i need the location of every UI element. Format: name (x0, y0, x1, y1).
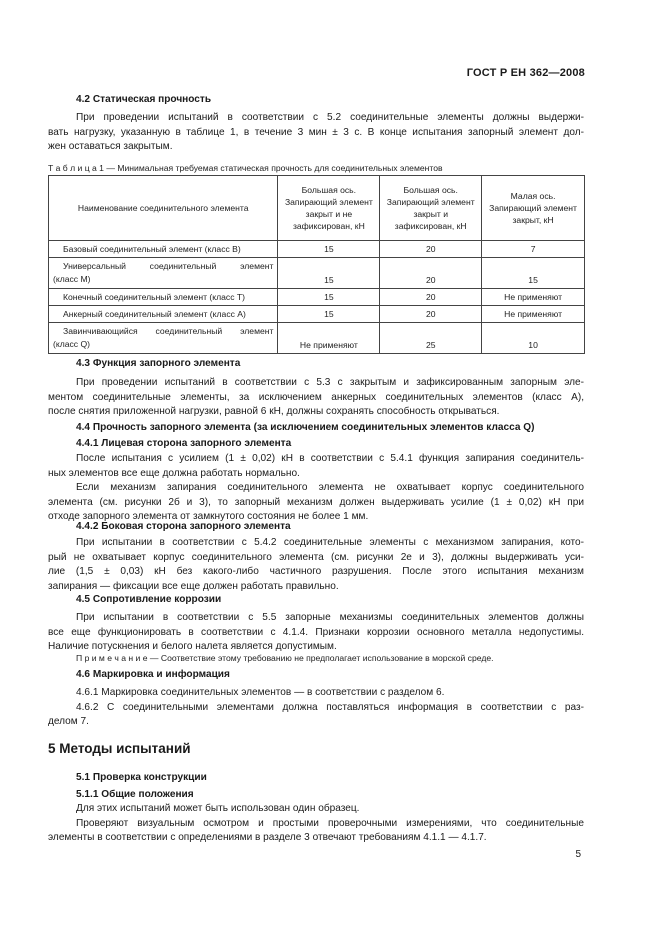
table-row (49, 258, 585, 289)
text-line: Для этих испытаний может быть использован один образец. (76, 803, 360, 814)
section-4-4-title: 4.4 Прочность запорного элемента (за исключением соединительных элементов класса Q) (76, 422, 535, 433)
section-4-4-2-title: 4.4.2 Боковая сторона запорного элемента (76, 521, 291, 532)
table-header-cell: Большая ось. Запирающий элемент закрыт и не зафиксирован, кН (278, 176, 380, 241)
text-line: Наличие потускнения и белого налета является допустимым. (48, 641, 337, 652)
section-4-2-paragraph (48, 111, 584, 155)
table-cell: 20 (380, 241, 482, 258)
table-row (49, 241, 585, 258)
text-line: рый не охватывает корпус соединительного элемента (см. рисунки 2е и 3), должны выдерживать уси- (48, 551, 584, 563)
section-4-2-title: 4.2 Статическая прочность (76, 94, 212, 105)
text-line: ментом соединительные элементы, за исключением анкерных соединительных элементов (класс А), (48, 391, 584, 403)
table-row (49, 323, 585, 354)
text-line: После испытания с усилием (1 ± 0,02) кН в соответствии с 5.4.1 функция запирания соединитель- (76, 453, 584, 464)
table-cell: Не применяют (278, 323, 380, 354)
table-cell: 15 (482, 258, 585, 289)
table-cell: 20 (380, 289, 482, 306)
table-header-row (49, 176, 585, 241)
table-cell: 20 (380, 258, 482, 289)
table-cell: Не применяют (482, 289, 585, 306)
text-line: элемента (см. рисунки 2б и 3), то запорный механизм должен выдерживать усилие (1 ± 0,02) кН при (48, 496, 584, 508)
table-cell: Не применяют (482, 306, 585, 323)
note (76, 652, 596, 664)
text-line: жен оставаться закрытым. (48, 141, 173, 152)
section-5-1-1-paragraph (48, 802, 584, 846)
text-line: все еще функционировать в соответствии с 4.1.4. Признаки коррозии основного металла недопустимы. (48, 626, 584, 638)
table-header-cell: Большая ось. Запирающий элемент закрыт и зафиксирован, кН (380, 176, 482, 241)
table-cell-name (49, 258, 278, 289)
table-cell-name: Конечный соединительный элемент (класс Т) (49, 289, 278, 306)
note-text: — Соответствие этому требованию не предполагает использование в морской среде. (147, 653, 494, 663)
note-label: П р и м е ч а н и е (76, 653, 148, 663)
table-cell: 20 (380, 306, 482, 323)
text-line: 4.6.2 С соединительными элементами должна поставляться информация в соответствии с раз- (76, 701, 584, 713)
section-4-4-2-paragraph (48, 536, 584, 594)
table-cell: 15 (278, 258, 380, 289)
text-line: При проведении испытаний в соответствии с 5.3 с закрытым и зафиксированным запорным эле- (76, 377, 584, 388)
section-4-3-title: 4.3 Функция запорного элемента (76, 358, 241, 369)
table-header-cell: Наименование соединительного элемента (49, 176, 278, 241)
section-5-1-1-title: 5.1.1 Общие положения (76, 789, 194, 800)
text-line: запирания — фиксации все еще должен работать правильно. (48, 580, 339, 592)
cell-line: Универсальный соединительный элемент (63, 261, 274, 271)
table-row (49, 306, 585, 323)
section-4-5-paragraph (48, 611, 584, 655)
section-4-4-1-paragraph (48, 452, 584, 525)
section-4-4-1-title: 4.4.1 Лицевая сторона запорного элемента (76, 438, 292, 449)
text-line: Проверяют визуальным осмотром и простыми проверочными измерениями, что соединительные (76, 817, 584, 829)
table-cell: 15 (278, 289, 380, 306)
table-cell: 15 (278, 241, 380, 258)
strength-table (48, 175, 585, 354)
table-caption: Т а б л и ц а 1 — Минимальная требуемая статическая прочность для соединительных элементов (48, 163, 443, 173)
section-5-1-title: 5.1 Проверка конструкции (76, 772, 207, 783)
text-line: 4.6.1 Маркировка соединительных элементов — в соответствии с разделом 6. (76, 687, 445, 698)
text-line: вать нагрузку, указанную в таблице 1, в течение 3 мин ± 3 с. В конце испытания запорный элемент дол- (48, 126, 584, 138)
text-line: Если механизм запирания соединительного элемента не охватывает корпус соединительного (76, 482, 584, 493)
text-line: При испытании в соответствии с 5.4.2 соединительные элементы с механизмом запирания, кото- (76, 537, 584, 548)
section-5-title: 5 Методы испытаний (48, 741, 191, 756)
text-line: отходе запорного элемента от замкнутого состояния не более 1 мм. (48, 511, 369, 522)
cell-line: (класс М) (53, 274, 91, 284)
text-line: лие (1,5 ± 0,03) кН без какого-либо частичного разрушения. После этого испытания механизм (48, 566, 584, 577)
table-row (49, 289, 585, 306)
section-4-3-paragraph (48, 376, 584, 420)
document-header: ГОСТ Р ЕН 362—2008 (466, 67, 585, 79)
text-line: ных элементов все еще должна работать нормально. (48, 467, 300, 479)
table-cell-name (49, 323, 278, 354)
section-4-6-paragraph (48, 686, 584, 730)
table-cell: 10 (482, 323, 585, 354)
table-cell: 7 (482, 241, 585, 258)
section-4-5-title: 4.5 Сопротивление коррозии (76, 594, 222, 605)
section-4-6-title: 4.6 Маркировка и информация (76, 669, 230, 680)
cell-line: Завинчивающийся соединительный элемент (63, 326, 274, 336)
table-header-cell: Малая ось. Запирающий элемент закрыт, кН (482, 176, 585, 241)
table-cell: 25 (380, 323, 482, 354)
table-cell-name: Анкерный соединительный элемент (класс А) (49, 306, 278, 323)
text-line: делом 7. (48, 716, 89, 727)
text-line: При проведении испытаний в соответствии с 5.2 соединительные элементы должны выдержи- (76, 112, 584, 123)
page-number: 5 (575, 849, 581, 860)
text-line: При испытании в соответствии с 5.5 запорные механизмы соединительных элементов должны (76, 612, 584, 623)
text-line: после снятия приложенной нагрузки, равной 6 кН, должны сохранять способность открываться. (48, 406, 500, 417)
cell-line: (класс Q) (53, 339, 91, 349)
table-cell-name: Базовый соединительный элемент (класс В) (49, 241, 278, 258)
table-cell: 15 (278, 306, 380, 323)
text-line: элементы в соответствии с определениями в разделе 3 отвечают требованиям 4.1.1 — 4.1.7. (48, 832, 487, 843)
